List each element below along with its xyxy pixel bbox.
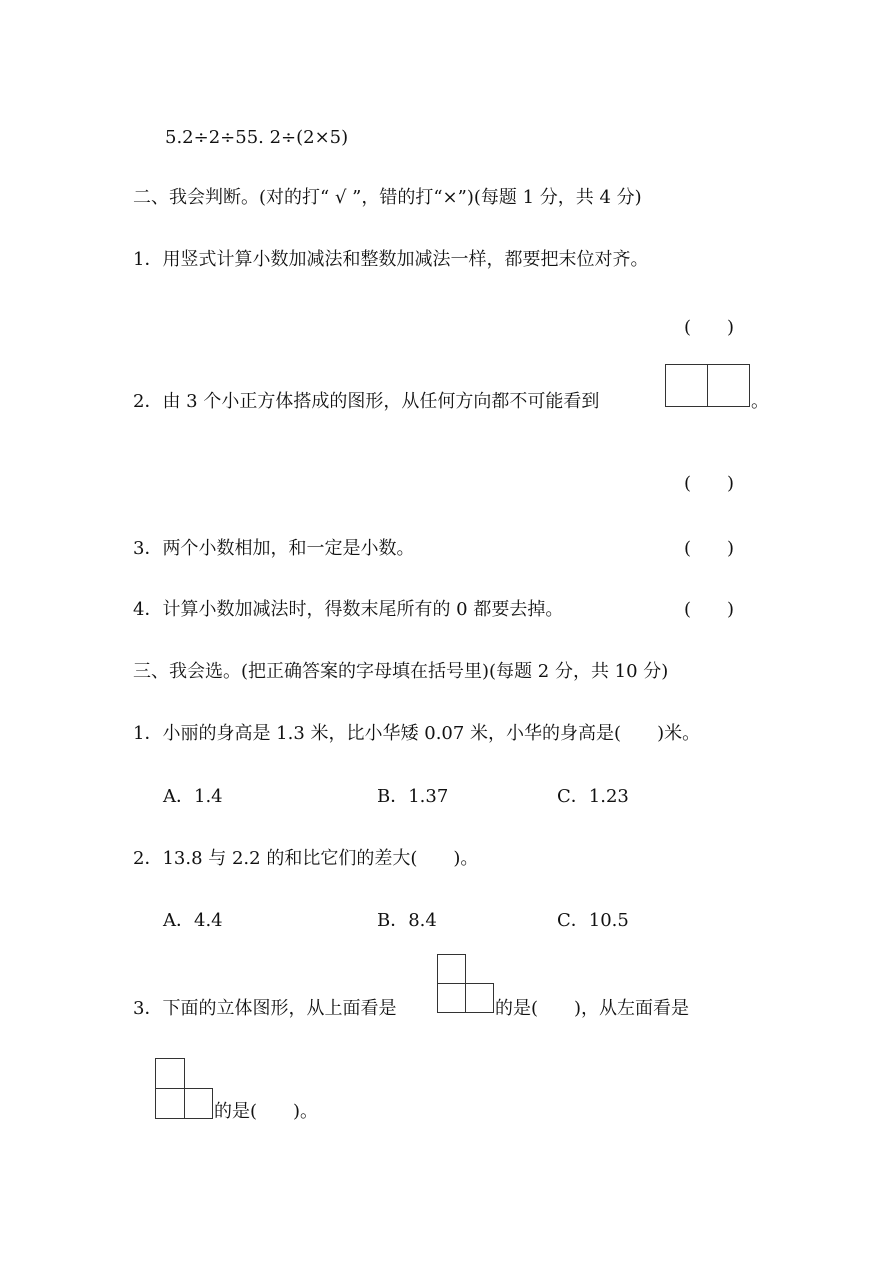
top-expression: 5.2÷2÷55. 2÷(2×5) (165, 127, 349, 148)
square-left (665, 364, 708, 407)
top-view-figure (437, 954, 494, 1014)
judge-item-1-answer[interactable]: ( ) (684, 317, 735, 338)
top-view-square-bottom-left (437, 983, 466, 1013)
judge-item-4-answer[interactable]: ( ) (684, 599, 735, 620)
choice-q2-option-a[interactable]: A．4.4 (163, 910, 223, 931)
judge-item-4-text: 4．计算小数加减法时，得数末尾所有的 0 都要去掉。 (133, 599, 564, 620)
left-view-square-bottom-right (184, 1088, 213, 1119)
section3-heading: 三、我会选。(把正确答案的字母填在括号里)(每题 2 分，共 10 分) (133, 661, 669, 682)
left-view-square-bottom-left (155, 1088, 185, 1119)
choice-q1-text: 1．小丽的身高是 1.3 米，比小华矮 0.07 米，小华的身高是( )米。 (133, 723, 701, 744)
choice-q2-option-b[interactable]: B．8.4 (377, 910, 437, 931)
left-view-square-top (155, 1058, 185, 1089)
section2-heading: 二、我会判断。(对的打“ √ ”，错的打“×”)(每题 1 分，共 4 分) (133, 187, 642, 208)
two-squares-figure (665, 364, 751, 408)
square-right (707, 364, 750, 407)
choice-q1-option-a[interactable]: A．1.4 (163, 786, 223, 807)
judge-item-3-text: 3．两个小数相加，和一定是小数。 (133, 538, 415, 559)
judge-item-2-end: 。 (751, 391, 769, 412)
judge-item-3-answer[interactable]: ( ) (684, 538, 735, 559)
choice-q1-option-c[interactable]: C．1.23 (557, 786, 629, 807)
choice-q1-option-b[interactable]: B．1.37 (377, 786, 449, 807)
choice-q3-text-end: 的是( )。 (214, 1101, 319, 1122)
top-view-square-top (437, 954, 466, 984)
judge-item-2-text: 2．由 3 个小正方体搭成的图形，从任何方向都不可能看到 (133, 391, 600, 412)
judge-item-1-text: 1．用竖式计算小数加减法和整数加减法一样，都要把末位对齐。 (133, 249, 649, 270)
choice-q3-text-start: 3．下面的立体图形，从上面看是 (133, 998, 397, 1019)
choice-q2-text: 2．13.8 与 2.2 的和比它们的差大( )。 (133, 848, 479, 869)
choice-q2-option-c[interactable]: C．10.5 (557, 910, 629, 931)
left-view-figure (155, 1058, 213, 1119)
top-view-square-bottom-right (465, 983, 494, 1013)
judge-item-2-answer[interactable]: ( ) (684, 473, 735, 494)
choice-q3-text-middle: 的是( )，从左面看是 (495, 998, 690, 1019)
